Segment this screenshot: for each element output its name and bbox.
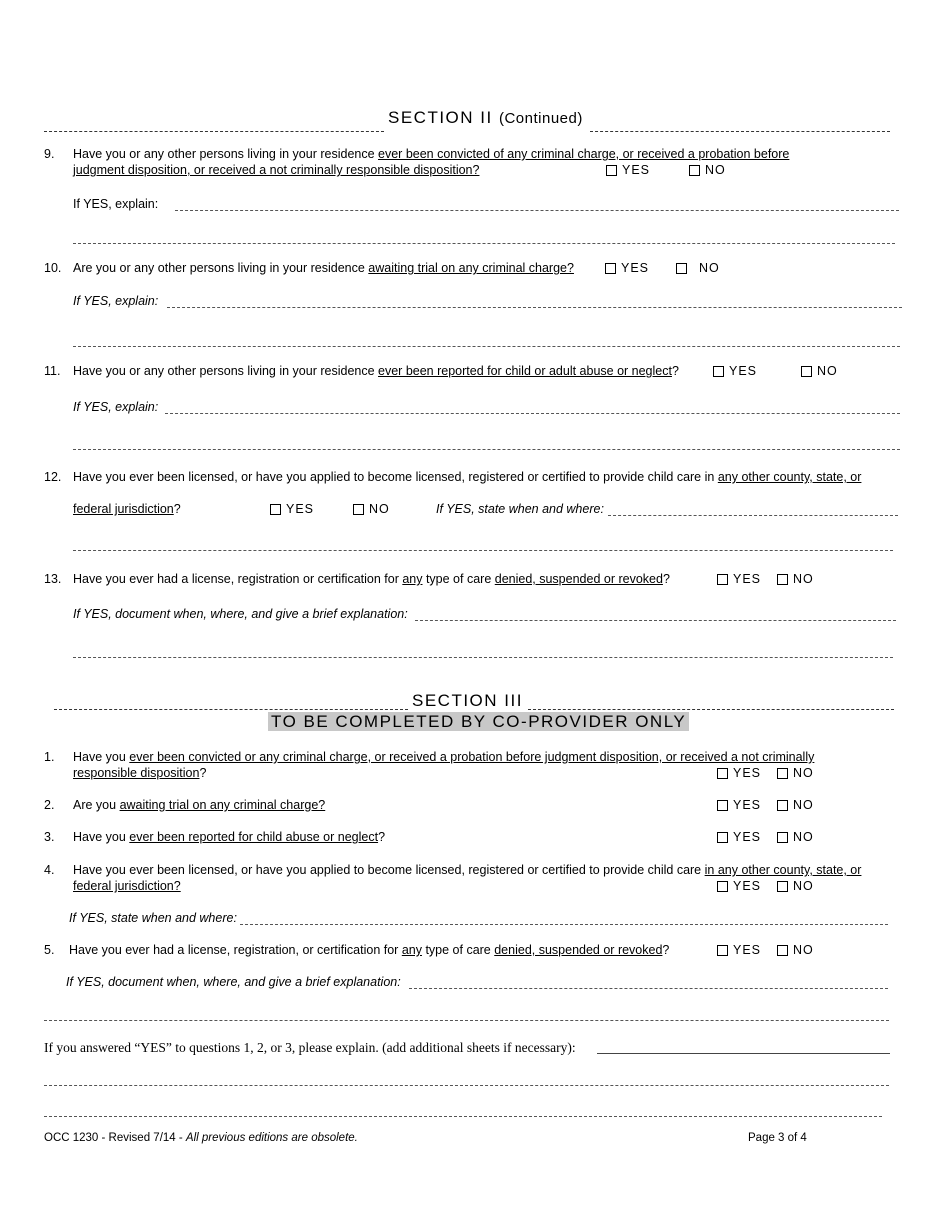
q13-no-checkbox[interactable] bbox=[777, 574, 788, 585]
section3-subtitle-text: TO BE COMPLETED BY CO-PROVIDER ONLY bbox=[268, 712, 689, 731]
s3q1-yes-checkbox[interactable] bbox=[717, 768, 728, 779]
s3q5-text-any: any bbox=[401, 943, 422, 957]
q12-text bbox=[73, 470, 861, 484]
q12-explain-label: If YES, state when and where: bbox=[436, 502, 604, 516]
s3q1-text-underlined: ever been convicted or any criminal charge, or received a probation before judgment disposition, or received a not criminally bbox=[129, 750, 815, 764]
s3q1-no-checkbox[interactable] bbox=[777, 768, 788, 779]
s3q3-yes-label: YES bbox=[733, 830, 762, 844]
q12-line2-post: ? bbox=[173, 502, 181, 516]
q9-text-pre: Have you or any other persons living in your residence bbox=[73, 147, 379, 161]
s3q1-yes-label: YES bbox=[733, 766, 762, 780]
q11-explain-label: If YES, explain: bbox=[73, 400, 159, 414]
s3q3-text-underlined: ever been reported for child abuse or neglect bbox=[129, 830, 379, 844]
s3q3-number: 3. bbox=[44, 830, 55, 844]
s3q5-no-label: NO bbox=[793, 943, 814, 957]
s3q1-yes-option[interactable] bbox=[717, 766, 761, 780]
q12-explain-line-1[interactable] bbox=[608, 515, 898, 516]
q9-no-checkbox[interactable] bbox=[689, 165, 700, 176]
q12-text-line2 bbox=[73, 502, 181, 516]
q13-number: 13. bbox=[44, 572, 62, 586]
q13-text-underlined: denied, suspended or revoked bbox=[494, 572, 663, 586]
s3q3-text-post: ? bbox=[378, 830, 386, 844]
s3q4-yes-label: YES bbox=[733, 879, 762, 893]
s3q4-text bbox=[73, 863, 861, 877]
s3q5-text bbox=[69, 943, 669, 957]
q11-no-label: NO bbox=[817, 364, 838, 378]
s3q5-text-pre: Have you ever had a license, registration, or certification for bbox=[69, 943, 402, 957]
s3q5-text-mid: type of care bbox=[421, 943, 495, 957]
section2-rule-left bbox=[44, 131, 384, 132]
s3q2-yes-label: YES bbox=[733, 798, 762, 812]
q10-explain-label: If YES, explain: bbox=[73, 294, 159, 308]
s3q5-number: 5. bbox=[44, 943, 55, 957]
q13-text-mid: type of care bbox=[422, 572, 495, 586]
s3q4-yes-option[interactable] bbox=[717, 879, 761, 893]
s3q5-no-checkbox[interactable] bbox=[777, 945, 788, 956]
q12-text-underlined: any other county, state, or bbox=[717, 470, 862, 484]
q11-number: 11. bbox=[44, 364, 61, 378]
s3q4-no-label: NO bbox=[793, 879, 814, 893]
s3q2-number: 2. bbox=[44, 798, 55, 812]
q10-no-label: NO bbox=[699, 261, 720, 275]
s3q3-no-checkbox[interactable] bbox=[777, 832, 788, 843]
s3q1-no-label: NO bbox=[793, 766, 814, 780]
q13-text-post: ? bbox=[662, 572, 670, 586]
q12-yes-option[interactable] bbox=[270, 502, 314, 516]
s3q3-no-label: NO bbox=[793, 830, 814, 844]
additional-explain-line-2[interactable] bbox=[44, 1085, 889, 1086]
s3q5-explain-line-2[interactable] bbox=[44, 1020, 889, 1021]
footer-form-info bbox=[44, 1132, 358, 1144]
q12-no-checkbox[interactable] bbox=[353, 504, 364, 515]
q11-no-checkbox[interactable] bbox=[801, 366, 812, 377]
q10-no-checkbox[interactable] bbox=[676, 263, 687, 274]
q10-yes-label: YES bbox=[621, 261, 650, 275]
s3q3-no-option[interactable] bbox=[777, 830, 814, 844]
s3q2-text-pre: Are you bbox=[73, 798, 120, 812]
q9-text bbox=[73, 147, 789, 161]
s3q1-line2-post: ? bbox=[199, 766, 207, 780]
s3q4-yes-checkbox[interactable] bbox=[717, 881, 728, 892]
q13-explain-line-2[interactable] bbox=[73, 657, 893, 658]
s3q3-text bbox=[73, 830, 385, 844]
s3q5-yes-option[interactable] bbox=[717, 943, 761, 957]
q11-text-pre: Have you or any other persons living in your residence bbox=[73, 364, 379, 378]
s3q2-text bbox=[73, 798, 325, 812]
s3q2-text-underlined: awaiting trial on any criminal charge? bbox=[119, 798, 326, 812]
s3q4-text-pre: Have you ever been licensed, or have you applied to become licensed, registered or certified to provide child care bbox=[73, 863, 705, 877]
q11-text-underlined: ever been reported for child or adult abuse or neglect bbox=[378, 364, 672, 378]
s3q3-yes-option[interactable] bbox=[717, 830, 761, 844]
s3q1-text-line2 bbox=[73, 766, 206, 780]
q10-explain-line-1[interactable] bbox=[167, 307, 902, 308]
q9-yes-label: YES bbox=[622, 163, 651, 177]
q9-text-underlined: ever been convicted of any criminal charge, or received a probation before bbox=[378, 147, 790, 161]
q10-yes-option[interactable] bbox=[605, 261, 649, 275]
q10-no-option[interactable] bbox=[676, 261, 720, 275]
q11-yes-option[interactable] bbox=[713, 364, 757, 378]
q11-yes-label: YES bbox=[729, 364, 758, 378]
q9-explain-label: If YES, explain: bbox=[73, 197, 159, 211]
q13-explain-line-1[interactable] bbox=[415, 620, 896, 621]
section2-title-text: SECTION II bbox=[388, 108, 493, 127]
s3q5-no-option[interactable] bbox=[777, 943, 814, 957]
s3q1-text bbox=[73, 750, 814, 764]
q9-explain-line-2[interactable] bbox=[73, 243, 895, 244]
s3q5-text-underlined: denied, suspended or revoked bbox=[494, 943, 663, 957]
s3q1-number: 1. bbox=[44, 750, 55, 764]
q9-yes-checkbox[interactable] bbox=[606, 165, 617, 176]
s3q1-text-pre: Have you bbox=[73, 750, 130, 764]
q12-explain-line-2[interactable] bbox=[73, 550, 893, 551]
footer-obsolete-note: All previous editions are obsolete. bbox=[185, 1132, 358, 1144]
q13-no-option[interactable] bbox=[777, 572, 814, 586]
section2-rule-right bbox=[590, 131, 890, 132]
q12-no-label: NO bbox=[369, 502, 390, 516]
q11-explain-line-1[interactable] bbox=[165, 413, 900, 414]
q10-text-pre: Are you or any other persons living in your residence bbox=[73, 261, 369, 275]
section3-title: SECTION III bbox=[412, 691, 523, 710]
q12-no-option[interactable] bbox=[353, 502, 390, 516]
s3q1-line2-underlined: responsible disposition bbox=[73, 766, 200, 780]
s3q4-no-option[interactable] bbox=[777, 879, 814, 893]
s3q4-text-line2: federal jurisdiction? bbox=[73, 879, 181, 893]
s3q5-yes-checkbox[interactable] bbox=[717, 945, 728, 956]
additional-explanation-label: If you answered “YES” to questions 1, 2, or 3, please explain. (add additional sheets if necessary): bbox=[44, 1040, 576, 1055]
s3q2-no-checkbox[interactable] bbox=[777, 800, 788, 811]
q9-no-option[interactable] bbox=[689, 163, 726, 177]
s3q4-no-checkbox[interactable] bbox=[777, 881, 788, 892]
q10-text bbox=[73, 261, 574, 275]
s3q3-yes-checkbox[interactable] bbox=[717, 832, 728, 843]
q13-yes-label: YES bbox=[733, 572, 762, 586]
q11-text bbox=[73, 364, 679, 378]
section3-subtitle bbox=[268, 712, 689, 732]
s3q4-number: 4. bbox=[44, 863, 55, 877]
q10-text-underlined: awaiting trial on any criminal charge? bbox=[368, 261, 574, 275]
footer-form-number: OCC 1230 - Revised 7/14 - bbox=[44, 1132, 186, 1144]
s3q4-explain-line[interactable] bbox=[240, 924, 888, 925]
s3q4-explain-label: If YES, state when and where: bbox=[69, 911, 237, 925]
q11-no-option[interactable] bbox=[801, 364, 838, 378]
s3q5-yes-label: YES bbox=[733, 943, 762, 957]
q12-text-pre: Have you ever been licensed, or have you applied to become licensed, registered or certified to provide child care in bbox=[73, 470, 718, 484]
q9-number: 9. bbox=[44, 147, 55, 161]
section2-title bbox=[388, 108, 583, 128]
q13-text-pre: Have you ever had a license, registration or certification for bbox=[73, 572, 403, 586]
s3q4-text-underlined: in any other county, state, or bbox=[704, 863, 862, 877]
q10-yes-checkbox[interactable] bbox=[605, 263, 616, 274]
q9-explain-line-1[interactable] bbox=[175, 210, 899, 211]
section3-rule-right bbox=[528, 709, 894, 710]
q10-number: 10. bbox=[44, 261, 62, 275]
q11-text-post: ? bbox=[671, 364, 679, 378]
q12-number: 12. bbox=[44, 470, 62, 484]
q9-no-label: NO bbox=[705, 163, 726, 177]
s3q2-yes-option[interactable] bbox=[717, 798, 761, 812]
s3q1-no-option[interactable] bbox=[777, 766, 814, 780]
q12-yes-checkbox[interactable] bbox=[270, 504, 281, 515]
q11-explain-line-2[interactable] bbox=[73, 449, 900, 450]
q13-explain-label: If YES, document when, where, and give a brief explanation: bbox=[73, 607, 408, 621]
s3q2-no-label: NO bbox=[793, 798, 814, 812]
q11-yes-checkbox[interactable] bbox=[713, 366, 724, 377]
q13-text bbox=[73, 572, 670, 586]
q12-line2-underlined: federal jurisdiction bbox=[73, 502, 174, 516]
s3q5-explain-label: If YES, document when, where, and give a brief explanation: bbox=[66, 975, 401, 989]
footer-page-number: Page 3 of 4 bbox=[748, 1132, 807, 1144]
additional-explain-line-1[interactable] bbox=[597, 1053, 890, 1054]
section2-continued: (Continued) bbox=[498, 110, 583, 127]
q13-yes-option[interactable] bbox=[717, 572, 761, 586]
q13-yes-checkbox[interactable] bbox=[717, 574, 728, 585]
q13-text-any: any bbox=[402, 572, 423, 586]
s3q5-explain-line-1[interactable] bbox=[409, 988, 888, 989]
q13-no-label: NO bbox=[793, 572, 814, 586]
s3q2-no-option[interactable] bbox=[777, 798, 814, 812]
s3q3-text-pre: Have you bbox=[73, 830, 130, 844]
s3q2-yes-checkbox[interactable] bbox=[717, 800, 728, 811]
s3q5-text-post: ? bbox=[662, 943, 670, 957]
q9-text-line2: judgment disposition, or received a not criminally responsible disposition? bbox=[73, 163, 480, 177]
additional-explain-line-3[interactable] bbox=[44, 1116, 882, 1117]
section3-rule-left bbox=[54, 709, 408, 710]
q10-explain-line-2[interactable] bbox=[73, 346, 900, 347]
q9-yes-option[interactable] bbox=[606, 163, 650, 177]
q12-yes-label: YES bbox=[286, 502, 315, 516]
